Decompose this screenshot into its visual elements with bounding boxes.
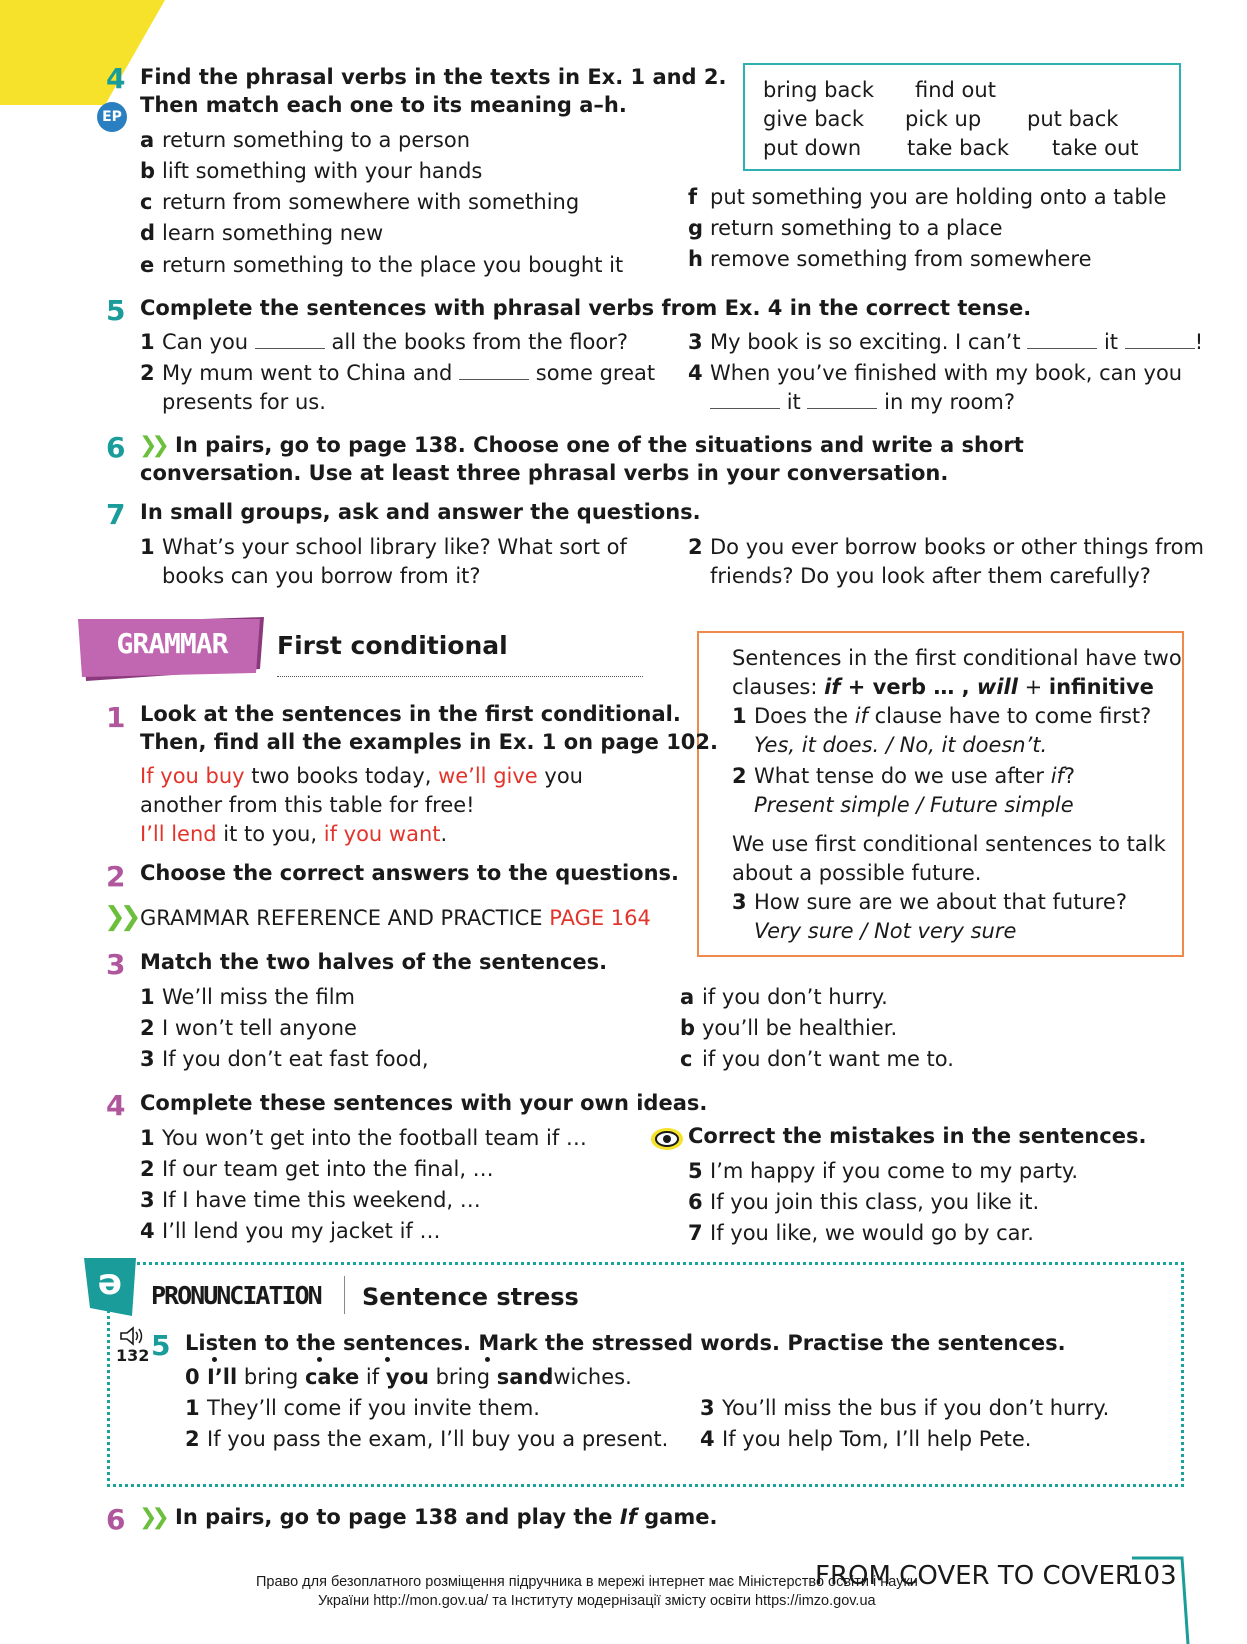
exercise-instruction: Correct the mistakes in the sentences. [688,1124,1147,1148]
rule-question-1: 1 Does the if clause have to come first? [732,704,1152,728]
match-left: 3 If you don’t eat fast food, [140,1047,429,1071]
page-corner-line [1130,1556,1190,1644]
exercise-number: 5 [106,294,126,327]
schwa-symbol: ə [97,1262,123,1303]
exercise-number: 4 [106,1089,126,1122]
sentence-2: 2 My mum went to China and some great [140,361,656,385]
sentence-1: 1 Can you all the books from the floor? [140,330,629,354]
stress-dot [485,1357,490,1362]
match-right: b you’ll be healthier. [680,1016,898,1040]
list-item: b lift something with your hands [140,159,483,183]
grammar-reference-link[interactable]: GRAMMAR REFERENCE AND PRACTICE PAGE 164 [140,906,651,930]
exercise-instruction: Match the two halves of the sentences. [140,950,608,974]
rule-answer-options: Yes, it does. / No, it doesn’t. [754,733,1048,757]
exercise-instruction: Complete these sentences with your own ideas. [140,1091,708,1115]
sentence-item: 3 You’ll miss the bus if you don’t hurry. [700,1396,1110,1420]
grammar-tag: GRAMMAR [116,627,228,660]
rule-answer-options: Present simple / Future simple [754,793,1074,817]
stress-dot [385,1357,390,1362]
verb-option: put back [1027,107,1119,131]
exercise-instruction: In pairs, go to page 138 and play the If game. [175,1505,718,1529]
list-item: a return something to a person [140,128,471,152]
stress-dot [317,1357,322,1362]
rule-text: Sentences in the first conditional have two [732,646,1182,670]
exercise-number: 1 [106,701,126,734]
verb-option: give back [763,107,865,131]
verb-option: take back [907,136,1010,160]
section-title: Sentence stress [362,1283,579,1311]
sentence-4: 4 When you’ve finished with my book, can you [688,361,1183,385]
sentence-2-cont: presents for us. [162,390,326,414]
verb-option: find out [915,78,996,102]
example-sentence: another from this table for free! [140,793,475,817]
audio-track-number: 132 [116,1346,150,1365]
rule-text: about a possible future. [732,861,982,885]
mistake-sentence: 7 If you like, we would go by car. [688,1221,1034,1245]
verb-option: pick up [905,107,982,131]
sentence-item: 4 If you help Tom, I’ll help Pete. [700,1427,1032,1451]
sentence-item: 1 You won’t get into the football team if … [140,1126,587,1150]
double-chevron-icon: ❯❯ [139,1505,164,1530]
book-title: FROM COVER TO COVER [815,1561,1133,1591]
match-left: 1 We’ll miss the film [140,985,355,1009]
ep-badge: EP [97,102,127,132]
exercise-number: 6 [106,1503,126,1536]
divider [344,1276,345,1314]
verb-option: put down [763,136,862,160]
eye-icon [650,1126,684,1152]
sentence-item: 2 If you pass the exam, I’ll buy you a present. [185,1427,669,1451]
exercise-instruction: In small groups, ask and answer the questions. [140,500,701,524]
mistake-sentence: 6 If you join this class, you like it. [688,1190,1040,1214]
list-item: d learn something new [140,221,384,245]
match-left: 2 I won’t tell anyone [140,1016,357,1040]
list-item: h remove something from somewhere [688,247,1092,271]
sentence-3: 3 My book is so exciting. I can’t it ! [688,330,1204,354]
exercise-instruction: Find the phrasal verbs in the texts in Ex. 1 and 2. [140,65,727,89]
list-item: c return from somewhere with something [140,190,580,214]
list-item: f put something you are holding onto a table [688,185,1167,209]
question-1-cont: books can you borrow from it? [162,564,481,588]
exercise-instruction: Listen to the sentences. Mark the stressed words. Practise the sentences. [185,1331,1066,1355]
rule-formula: clauses: if + verb … , will + infinitive [732,675,1154,699]
copyright-notice: України http://mon.gov.ua/ та Інституту модернізації змісту освіти https://imzo.gov.ua [318,1593,876,1609]
mistake-sentence: 5 I’m happy if you come to my party. [688,1159,1079,1183]
rule-question-2: 2 What tense do we use after if? [732,764,1076,788]
page-number: 103 [1127,1561,1177,1591]
copyright-notice: Право для безоплатного розміщення підручника в мережі інтернет має Міністерство освіти і науки [256,1574,918,1590]
audio-icon[interactable] [119,1325,145,1347]
match-right: a if you don’t hurry. [680,985,888,1009]
stress-dot [212,1357,217,1362]
section-title: First conditional [277,631,508,660]
rule-answer-options: Very sure / Not very sure [754,919,1017,943]
exercise-instruction: Then, find all the examples in Ex. 1 on page 102. [140,730,719,754]
exercise-instruction: Complete the sentences with phrasal verbs from Ex. 4 in the correct tense. [140,296,1032,320]
question-1: 1 What’s your school library like? What sort of [140,535,627,559]
example-sentence: If you buy two books today, we’ll give you [140,764,583,788]
pronunciation-tag: PRONUNCIATION [151,1281,321,1310]
exercise-number: 7 [106,498,126,531]
exercise-instruction: conversation. Use at least three phrasal verbs in your conversation. [140,461,949,485]
exercise-number: 4 [106,62,126,95]
sentence-item: 2 If our team get into the final, … [140,1157,494,1181]
sentence-item: 3 If I have time this weekend, … [140,1188,481,1212]
exercise-number: 6 [106,431,126,464]
sentence-item: 1 They’ll come if you invite them. [185,1396,540,1420]
sentence-4-cont: it in my room? [710,388,1015,416]
exercise-instruction: Then match each one to its meaning a–h. [140,93,627,117]
exercise-number: 3 [106,948,126,981]
question-2: 2 Do you ever borrow books or other things from [688,535,1204,559]
match-right: c if you don’t want me to. [680,1047,954,1071]
question-2-cont: friends? Do you look after them carefully? [710,564,1151,588]
exercise-instruction: Choose the correct answers to the questions. [140,861,680,885]
double-chevron-icon: ❯❯ [104,902,136,932]
rule-text: We use first conditional sentences to talk [732,832,1166,856]
example-sentence: I’ll lend it to you, if you want. [140,822,448,846]
list-item: g return something to a place [688,216,1003,240]
sentence-item: 4 I’ll lend you my jacket if … [140,1219,441,1243]
verb-option: take out [1052,136,1139,160]
rule-question-3: 3 How sure are we about that future? [732,890,1127,914]
example-sentence: 0 I’ll bring cake if you bring sandwiches. [185,1365,632,1389]
title-underline [277,676,643,677]
exercise-instruction: In pairs, go to page 138. Choose one of the situations and write a short [175,433,1024,457]
exercise-number: 5 [151,1329,171,1362]
verb-option: bring back [763,78,875,102]
double-chevron-icon: ❯❯ [139,433,164,458]
exercise-number: 2 [106,860,126,893]
exercise-instruction: Look at the sentences in the first conditional. [140,702,681,726]
list-item: e return something to the place you bought it [140,253,624,277]
